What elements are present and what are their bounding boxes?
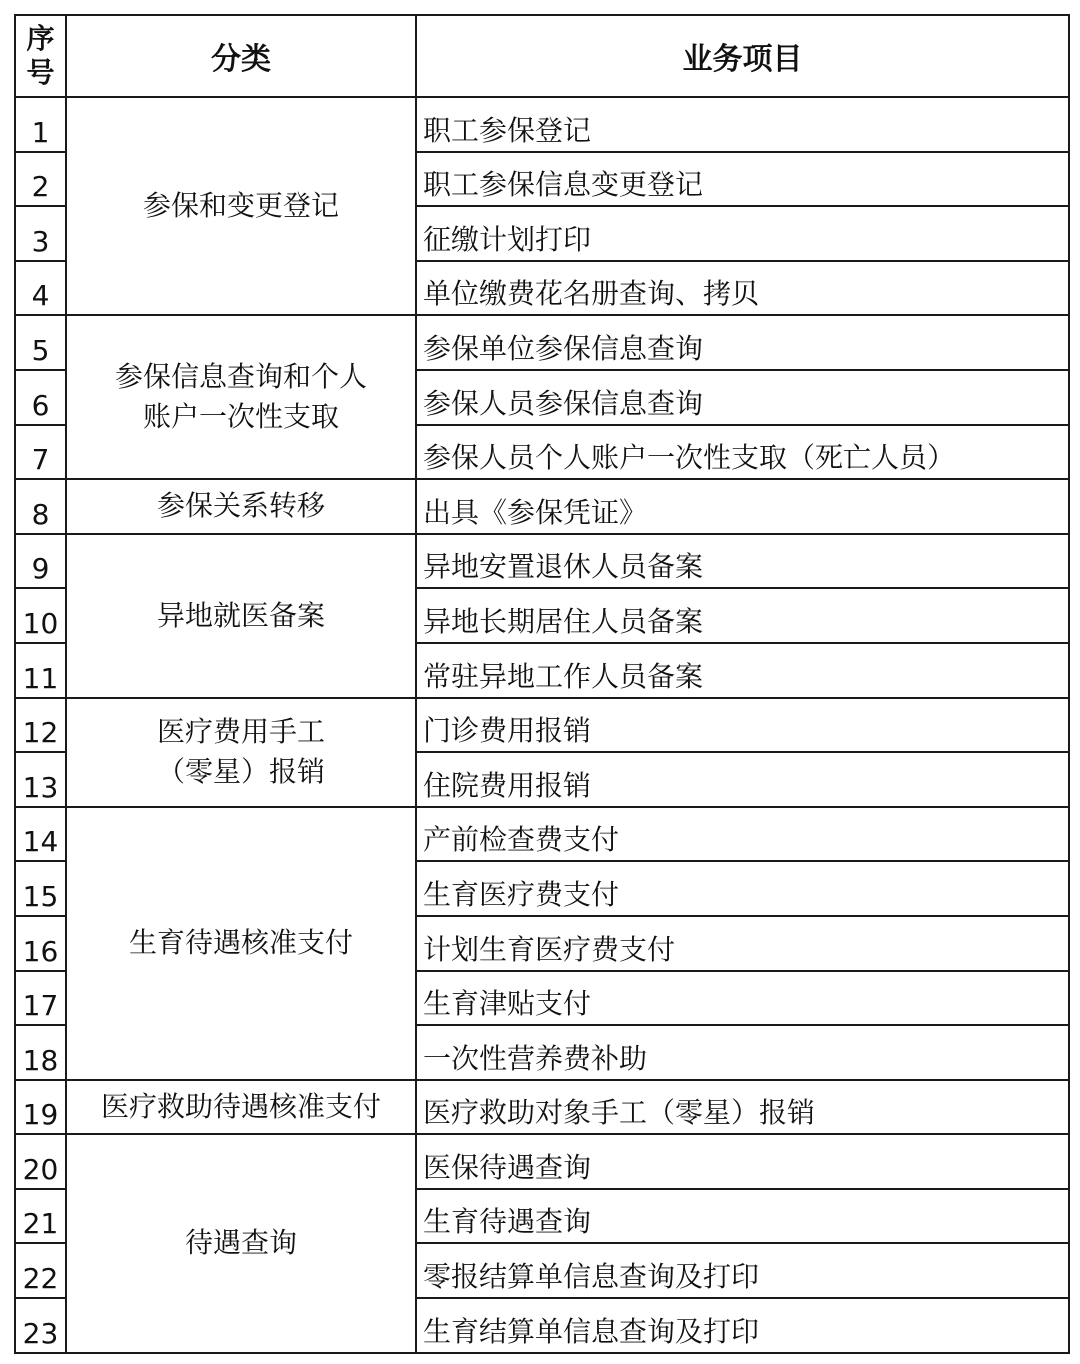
table-row (15, 1134, 1069, 1189)
category-label: 参保和变更登记 (142, 189, 339, 223)
row-number: 5 (15, 315, 66, 370)
category-cell (66, 315, 416, 479)
row-number: 16 (15, 916, 66, 971)
row-number: 15 (15, 861, 66, 916)
business-item: 参保单位参保信息查询 (416, 315, 1069, 370)
business-item: 职工参保登记 (416, 97, 1069, 152)
category-cell (66, 97, 416, 315)
row-number: 9 (15, 534, 66, 589)
business-item: 零报结算单信息查询及打印 (416, 1243, 1069, 1298)
business-item: 计划生育医疗费支付 (416, 916, 1069, 971)
business-item: 门诊费用报销 (416, 698, 1069, 753)
business-item: 生育结算单信息查询及打印 (416, 1298, 1069, 1353)
business-item: 出具《参保凭证》 (416, 479, 1069, 534)
row-number: 20 (15, 1134, 66, 1189)
row-number: 6 (15, 370, 66, 425)
category-cell (66, 698, 416, 807)
category-cell (66, 534, 416, 698)
business-item: 医疗救助对象手工（零星）报销 (416, 1080, 1069, 1135)
table-row (15, 1080, 1069, 1135)
row-number: 19 (15, 1080, 66, 1135)
header-row (15, 15, 1069, 97)
business-item: 参保人员参保信息查询 (416, 370, 1069, 425)
category-label: 参保信息查询和个人 账户一次性支取 (114, 360, 367, 434)
business-item: 生育津贴支付 (416, 971, 1069, 1026)
business-item: 职工参保信息变更登记 (416, 152, 1069, 207)
business-item: 一次性营养费补助 (416, 1025, 1069, 1080)
row-number: 23 (15, 1298, 66, 1353)
header-index: 序 号 (15, 15, 66, 97)
business-item: 生育待遇查询 (416, 1189, 1069, 1244)
table-row (15, 97, 1069, 152)
business-item: 常驻异地工作人员备案 (416, 643, 1069, 698)
row-number: 21 (15, 1189, 66, 1244)
row-number: 1 (15, 97, 66, 152)
row-number: 8 (15, 479, 66, 534)
business-item: 医保待遇查询 (416, 1134, 1069, 1189)
category-label: 医疗费用手工 （零星）报销 (156, 715, 325, 789)
business-item: 参保人员个人账户一次性支取（死亡人员） (416, 425, 1069, 480)
row-number: 17 (15, 971, 66, 1026)
row-number: 14 (15, 807, 66, 862)
row-number: 3 (15, 206, 66, 261)
table-row (15, 315, 1069, 370)
category-label: 异地就医备案 (156, 598, 325, 632)
header-item: 业务项目 (416, 15, 1069, 97)
row-number: 4 (15, 261, 66, 316)
business-item: 产前检查费支付 (416, 807, 1069, 862)
table-body (15, 97, 1069, 1353)
business-item: 生育医疗费支付 (416, 861, 1069, 916)
row-number: 22 (15, 1243, 66, 1298)
business-item: 异地长期居住人员备案 (416, 588, 1069, 643)
row-number: 2 (15, 152, 66, 207)
business-item: 单位缴费花名册查询、拷贝 (416, 261, 1069, 316)
category-label: 参保关系转移 (156, 489, 325, 523)
table-row (15, 534, 1069, 589)
table-row (15, 698, 1069, 753)
category-label: 生育待遇核准支付 (128, 926, 353, 960)
category-cell (66, 479, 416, 534)
business-item: 征缴计划打印 (416, 206, 1069, 261)
row-number: 10 (15, 588, 66, 643)
business-item: 住院费用报销 (416, 752, 1069, 807)
category-label: 待遇查询 (184, 1226, 297, 1260)
row-number: 7 (15, 425, 66, 480)
table-row (15, 479, 1069, 534)
business-item: 异地安置退休人员备案 (416, 534, 1069, 589)
category-label: 医疗救助待遇核准支付 (100, 1089, 381, 1123)
category-cell (66, 807, 416, 1080)
category-cell (66, 1080, 416, 1135)
row-number: 18 (15, 1025, 66, 1080)
table-row (15, 807, 1069, 862)
row-number: 12 (15, 698, 66, 753)
row-number: 13 (15, 752, 66, 807)
header-category: 分类 (66, 15, 416, 97)
business-table (14, 14, 1070, 1354)
row-number: 11 (15, 643, 66, 698)
category-cell (66, 1134, 416, 1352)
